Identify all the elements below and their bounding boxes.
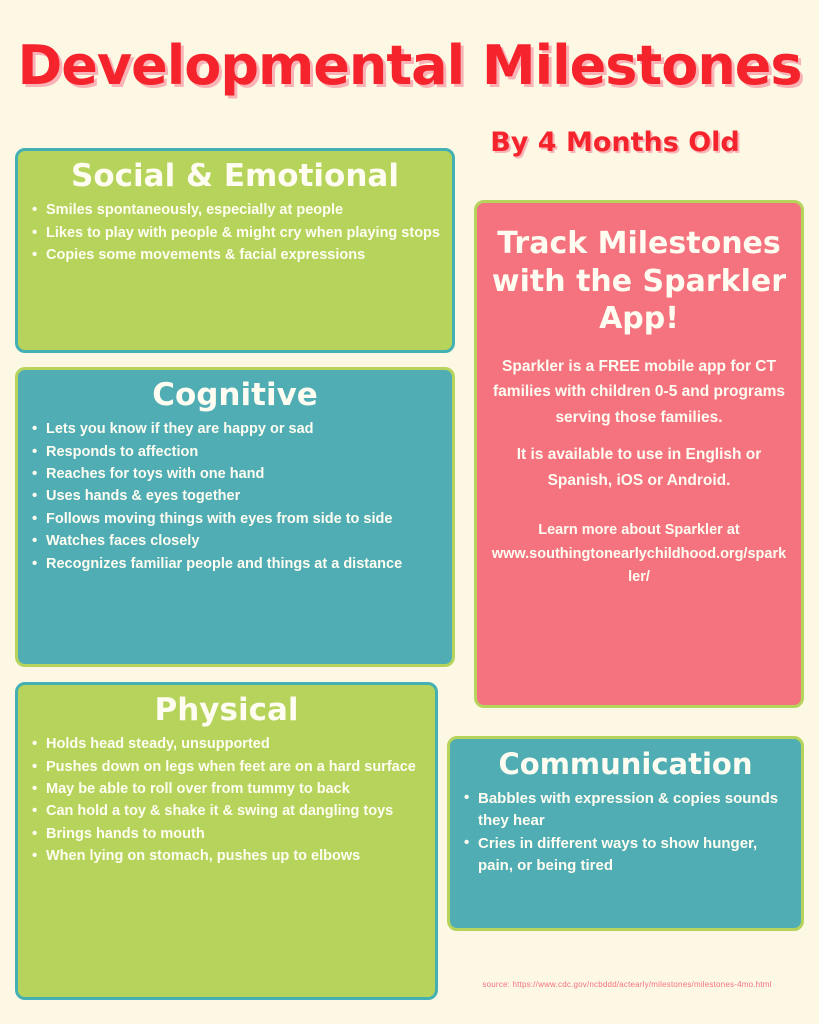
list-item: • Can hold a toy & shake it & swing at dangling toys [46, 801, 425, 822]
card-cognitive [15, 367, 455, 667]
list-item: • Reaches for toys with one hand [46, 464, 442, 485]
list-communication [450, 788, 801, 878]
list-item: • Brings hands to mouth [46, 824, 425, 845]
list-social-emotional [18, 200, 452, 266]
list-item: • Likes to play with people & might cry when playing stops [46, 223, 442, 244]
card-physical [15, 682, 438, 1000]
page-title: Developmental Milestones [17, 34, 802, 97]
list-item: • Copies some movements & facial expressions [46, 245, 442, 266]
list-item: • Holds head steady, unsupported [46, 734, 425, 755]
sparkler-paragraph-2: It is available to use in English or Spanish, iOS or Android. [516, 446, 762, 489]
list-item: • Babbles with expression & copies sounds they hear [478, 788, 791, 832]
list-item: • May be able to roll over from tummy to back [46, 779, 425, 800]
list-cognitive [18, 419, 452, 575]
page-subtitle: By 4 Months Old [490, 127, 740, 158]
list-item: • Responds to affection [46, 442, 442, 463]
card-communication [447, 736, 804, 931]
card-title-social-emotional: Social & Emotional [71, 158, 399, 194]
list-physical [18, 734, 435, 868]
sparkler-title: Track Milestones with the Sparkler App! [491, 226, 787, 336]
list-item: • Pushes down on legs when feet are on a hard surface [46, 757, 425, 778]
list-item: • Recognizes familiar people and things at a distance [46, 554, 442, 575]
card-sparkler-promo [474, 200, 804, 708]
list-item: • Cries in different ways to show hunger, pain, or being tired [478, 833, 791, 877]
list-item: • Watches faces closely [46, 531, 442, 552]
sparkler-paragraph-1: Sparkler is a FREE mobile app for CT families with children 0-5 and programs serving those families. [493, 357, 785, 426]
card-title-communication: Communication [498, 747, 753, 781]
list-item: • Follows moving things with eyes from side to side [46, 509, 442, 530]
list-item: • Smiles spontaneously, especially at people [46, 200, 442, 221]
card-title-cognitive: Cognitive [152, 377, 318, 413]
sparkler-link-text[interactable]: Learn more about Sparkler at www.southingtonearlychildhood.org/sparkler/ [491, 522, 787, 585]
list-item: • Lets you know if they are happy or sad [46, 419, 442, 440]
source-citation: source: https://www.cdc.gov/ncbddd/actearly/milestones/milestones-4mo.html [482, 980, 772, 989]
card-social-emotional [15, 148, 455, 353]
list-item: • When lying on stomach, pushes up to elbows [46, 846, 425, 867]
card-title-physical: Physical [154, 692, 299, 728]
list-item: • Uses hands & eyes together [46, 486, 442, 507]
